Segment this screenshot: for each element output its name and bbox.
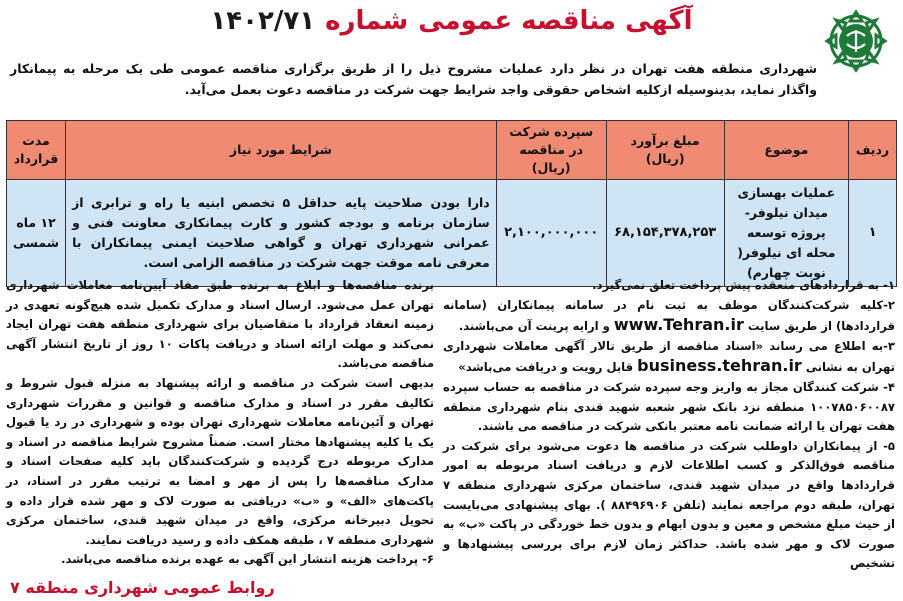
condition-2-text: ۲-کلیه شرکت‌کنندگان موظف به ثبت نام در سامانه پیمانکاران (سامانه قراردادها) از طریق سایت	[443, 297, 895, 334]
header-deposit: سپرده شرکت در مناقصه (ریال)	[496, 121, 606, 180]
title-number: ۱۴۰۲/۷۱	[210, 6, 316, 36]
header-requirements: شرایط مورد نیاز	[66, 121, 497, 180]
cell-subject: عملیات بهسازی میدان نیلوفر-پروژه توسعه محله ای نیلوفر( نوبت چهارم)	[724, 180, 848, 287]
cell-requirements: دارا بودن صلاحیت پایه حداقل ۵ تخصص ابنیه یا راه و ترابری از سازمان برنامه و بودجه کشور و کارت پیمانکاری معاونت فنی و عمرانی شهرداری تهران و گواهی صلاحیت ایمنی پیمانکاران با معرفی نامه موقت جهت شرکت در مناقصه الزامی است.	[66, 180, 497, 287]
header-subject: موضوع	[724, 121, 848, 180]
condition-3	[443, 337, 895, 378]
table-row	[7, 180, 897, 287]
table-header-row	[7, 121, 897, 180]
business-website-link[interactable]: business.tehran.ir	[637, 356, 802, 376]
condition-3-suffix: قابل رویت و دریافت می‌باشد»	[458, 360, 634, 375]
public-relations-footer: روابط عمومی شهرداری منطقه ۷	[10, 578, 275, 597]
tehran-municipality-logo-icon	[823, 6, 889, 76]
conditions-right-column	[443, 276, 895, 574]
condition-5: ۵- از پیمانکاران داوطلب شرکت در مناقصه ها دعوت می‌شود برای شرکت در مناقصه فوق‌الذکر و کسب اطلاعات لازم و دریافت اسناد مربوطه به امور قراردادها واقع در میدان شهید قندی، ساختمان مرکزی شهرداری منطقه ۷ تهران، طبقه دوم مراجعه نمایند (تلفن ۸۸۴۹۶۹۰۶ ). بهای پیشنهادی می‌بایست از حیث مبلغ مشخص و معین و بدون ابهام و بدون خط خوردگی در پاکت «ب» به صورت لاک و مهر شده باشد. حداکثر زمان لازم برای بررسی پیشنهادها و تشخیص	[443, 438, 895, 571]
condition-1: ۱- به قراردادهای منعقده پیش پرداخت تعلق نمی‌گیرد.	[592, 278, 895, 292]
condition-3-text: ۳-به اطلاع می رساند «اسناد مناقصه از طریق تالار آگهی معاملات شهرداری تهران به نشانی	[443, 338, 895, 375]
title-number-label: شماره	[325, 6, 409, 36]
header-estimate: مبلغ برآورد (ریال)	[606, 121, 724, 180]
intro-paragraph	[10, 58, 817, 100]
header-row-number: ردیف	[849, 121, 897, 180]
cell-row-number: ۱	[849, 180, 897, 287]
tender-table	[6, 120, 897, 287]
condition-general: بدیهی است شرکت در مناقصه و ارائه پیشنهاد به منزله قبول شروط و تکالیف مقرر در اسناد و مدارک مناقصه و قوانین و مقررات شهرداری تهران و آئین‌نامه معاملات شهرداری تهران بوده و شهرداری در رد یا قبول یک یا کلیه پیشنهادها مختار است. ضمناً مشروح شرایط مناقصه در اسناد و مدارک مربوطه درج گردیده و شرکت‌کنندگان باید کلیه صفحات اسناد و مدارک مناقصه‌ها را پس از مهر و امضا به ترتیب مقرر در اسناد، در پاکت‌های «الف» و «ب» دریافتی به صورت لاک و مهر شده قرار داده و تحویل دبیرخانه مرکزی، واقع در میدان شهید قندی، ساختمان مرکزی شهرداری منطقه ۷ ، طبقه همکف داده و رسید دریافت نمایند.	[6, 375, 434, 547]
condition-6: ۶- پرداخت هزینه انتشار این آگهی به عهده برنده مناقصه می‌باشد.	[61, 552, 434, 567]
condition-2	[443, 296, 895, 337]
condition-2-suffix: و ارایه پرینت آن می‌باشند.	[458, 319, 610, 334]
organization-name: شهرداری منطقه هفت تهران	[631, 61, 817, 76]
title-text: آگهی مناقصه عمومی	[418, 6, 693, 36]
cell-duration: ۱۲ ماه شمسی	[7, 180, 66, 287]
cell-estimate: ۶۸,۱۵۴,۳۷۸,۲۵۳	[606, 180, 724, 287]
intro-text: در نظر دارد عملیات مشروح ذیل را از طریق برگزاری مناقصه عمومی طی یک مرحله به پیمانکار واگذار نماید، بدینوسیله ازکلیه اشخاص حقوقی واجد شرایط جهت شرکت در مناقصه دعوت بعمل می‌آید.	[10, 61, 817, 97]
tehran-website-link[interactable]: www.Tehran.ir	[613, 315, 744, 335]
header-duration: مدت قرارداد	[7, 121, 66, 180]
condition-4: ۴- شرکت کنندگان مجاز به واریز وجه سپرده شرکت در مناقصه به حساب سپرده ۱۰۰۷۸۵۰۶۰۰۸۷ منطقه نزد بانک شهر شعبه شهید قندی بنام شهرداری منطقه هفت تهران یا ارائه ضمانت نامه معتبر بانکی شرکت در مناقصه می باشند.	[443, 379, 895, 434]
condition-5-continued: برنده مناقصه‌ها و ابلاغ به برنده طبق مفاد آیین‌نامه معاملات شهرداری تهران عمل می‌شود. ارسال اسناد و مدارک تکمیل شده هیچ‌گونه تعهدی در زمینه انعقاد قرارداد با متقاضیان برای شهرداری منطقه هفت تهران ایجاد نمی‌کند و مهلت ارائه اسناد و دریافت پاکات ۱۰ روز از تاریخ انتشار آگهی مناقصه می‌باشد.	[6, 278, 434, 371]
conditions-section	[6, 276, 895, 576]
page-title	[150, 4, 753, 38]
conditions-left-column	[6, 276, 434, 570]
cell-deposit: ۲,۱۰۰,۰۰۰,۰۰۰	[496, 180, 606, 287]
